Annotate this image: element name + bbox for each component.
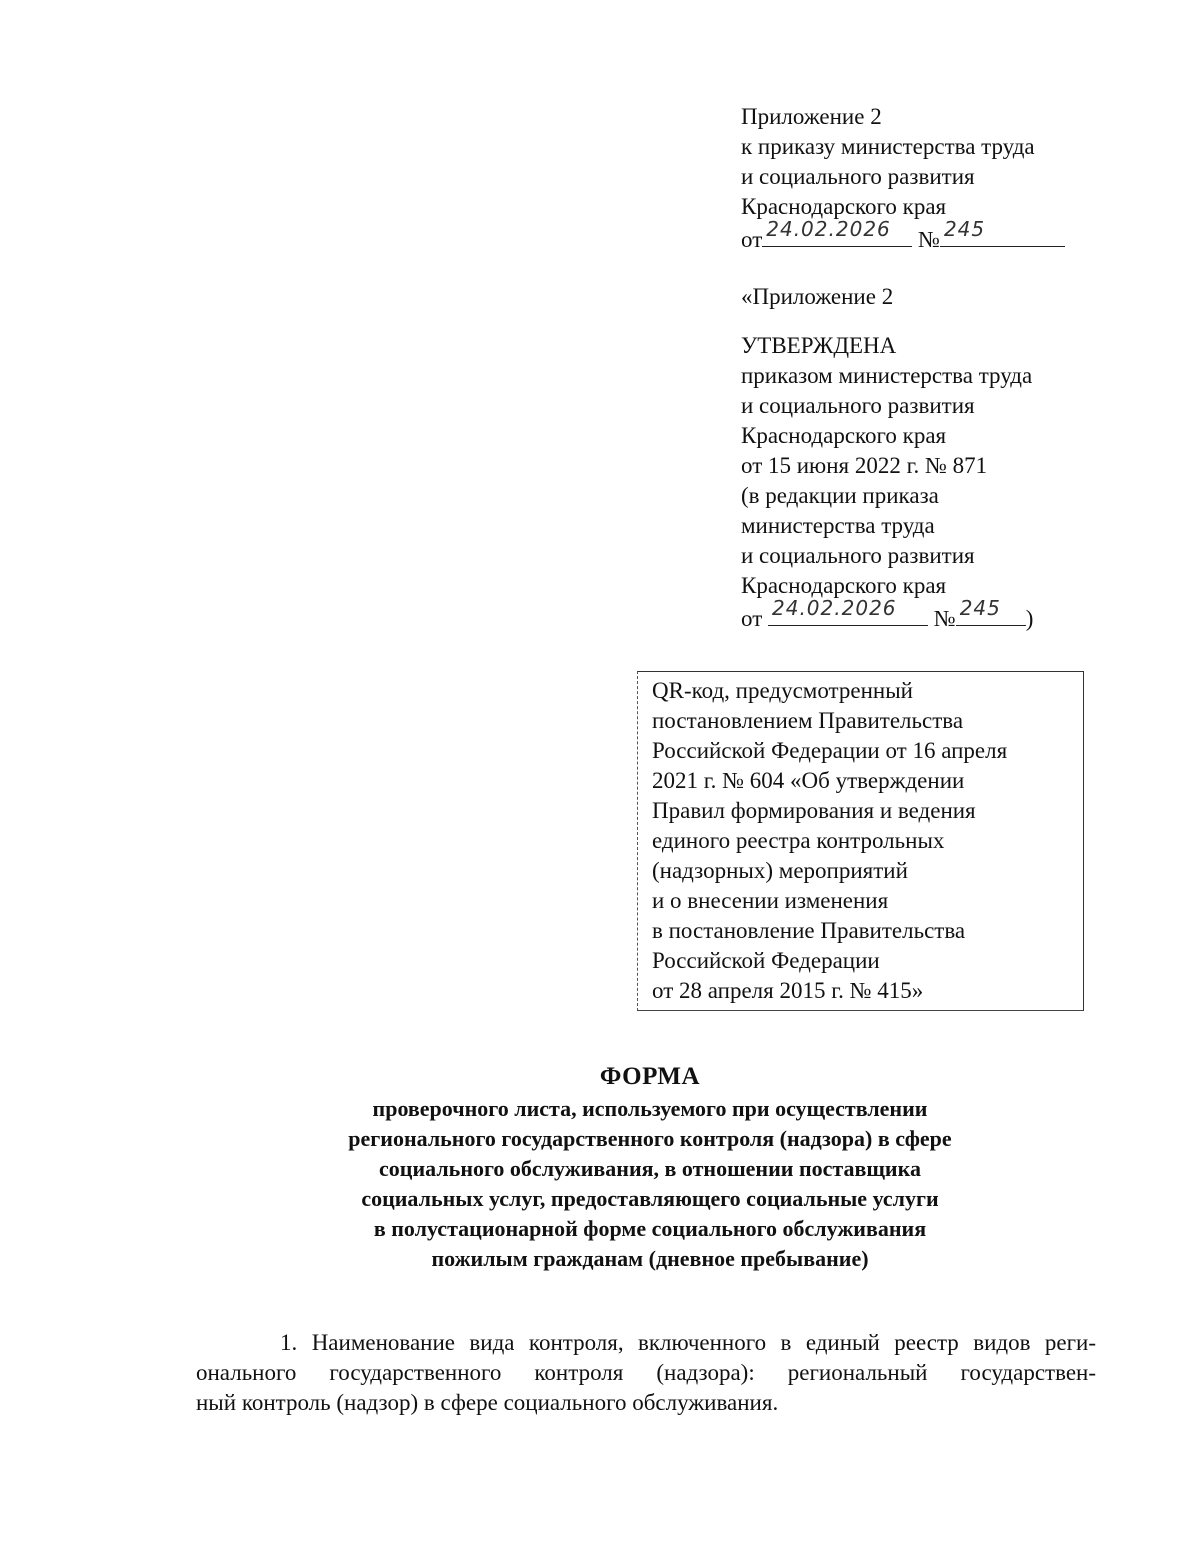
qr-code-description: [652, 676, 1077, 1006]
handwritten-number: 245: [943, 217, 986, 241]
qr-line: (надзорных) мероприятий: [652, 858, 908, 883]
form-subtitle-line: социального обслуживания, в отношении поставщика: [379, 1156, 921, 1181]
approved-line: (в редакции приказа: [741, 483, 939, 508]
qr-line: QR-код, предусмотренный: [652, 678, 913, 703]
qr-line: 2021 г. № 604 «Об утверждении: [652, 768, 965, 793]
qr-line: от 28 апреля 2015 г. № 415»: [652, 978, 924, 1003]
qr-line: Российской Федерации от 16 апреля: [652, 738, 1008, 763]
approved-heading: УТВЕРЖДЕНА: [741, 333, 897, 358]
annex-order-line: Приложение 2: [741, 104, 882, 129]
annex-order-date-line: [741, 217, 1101, 252]
date-field: [762, 217, 912, 247]
paragraph-line: онального государственного контроля (надзора): региональный государствен-: [196, 1360, 1096, 1385]
form-subtitle-line: проверочного листа, используемого при осуществлении: [372, 1096, 928, 1121]
approved-line: от 15 июня 2022 г. № 871: [741, 453, 988, 478]
approved-line: и социального развития: [741, 543, 975, 568]
qr-code-box: [637, 671, 1084, 1011]
approved-line: приказом министерства труда: [741, 363, 1033, 388]
number-field: [956, 596, 1026, 626]
paragraph-1: [196, 1328, 1096, 1418]
approved-line: Краснодарского края: [741, 423, 947, 448]
qr-line: постановлением Правительства: [652, 708, 964, 733]
qr-line: Российской Федерации: [652, 948, 880, 973]
handwritten-date: 24.02.2026: [772, 596, 897, 620]
approved-line: Краснодарского края: [741, 573, 947, 598]
annex-order-line: к приказу министерства труда: [741, 134, 1035, 159]
form-title-block: [200, 1060, 1100, 1274]
approved-line: министерства труда: [741, 513, 935, 538]
form-subtitle-line: в полустационарной форме социального обслуживания: [373, 1216, 927, 1241]
qr-line: единого реестра контрольных: [652, 828, 945, 853]
paragraph-line: 1. Наименование вида контроля, включенного в единый реестр видов реги-: [280, 1330, 1096, 1355]
closing-paren: ): [1025, 606, 1034, 631]
form-title: ФОРМА: [599, 1063, 701, 1090]
annex-original-label: «Приложение 2: [741, 284, 894, 309]
annex-order-line: Краснодарского края: [741, 194, 947, 219]
number-prefix: №: [933, 606, 956, 631]
handwritten-number: 245: [959, 596, 1001, 620]
qr-line: в постановление Правительства: [652, 918, 966, 943]
date-prefix: от: [741, 606, 763, 631]
number-prefix: №: [918, 227, 940, 252]
date-field: [768, 596, 928, 626]
form-subtitle-line: социальных услуг, предоставляющего социальные услуги: [361, 1186, 939, 1211]
annex-order-block: [741, 102, 1101, 252]
qr-line: Правил формирования и ведения: [652, 798, 976, 823]
annex-original-block: [741, 282, 1101, 312]
qr-line: и о внесении изменения: [652, 888, 889, 913]
approved-block: [741, 331, 1101, 631]
form-subtitle-line: пожилым гражданам (дневное пребывание): [431, 1246, 869, 1271]
approved-date-line: [741, 596, 1101, 631]
form-subtitle-line: регионального государственного контроля (надзора) в сфере: [348, 1126, 952, 1151]
approved-line: и социального развития: [741, 393, 975, 418]
number-field: [940, 217, 1065, 247]
date-prefix: от: [741, 227, 763, 252]
paragraph-line: ный контроль (надзор) в сфере социального обслуживания.: [196, 1390, 779, 1415]
handwritten-date: 24.02.2026: [766, 217, 891, 241]
annex-order-line: и социального развития: [741, 164, 975, 189]
